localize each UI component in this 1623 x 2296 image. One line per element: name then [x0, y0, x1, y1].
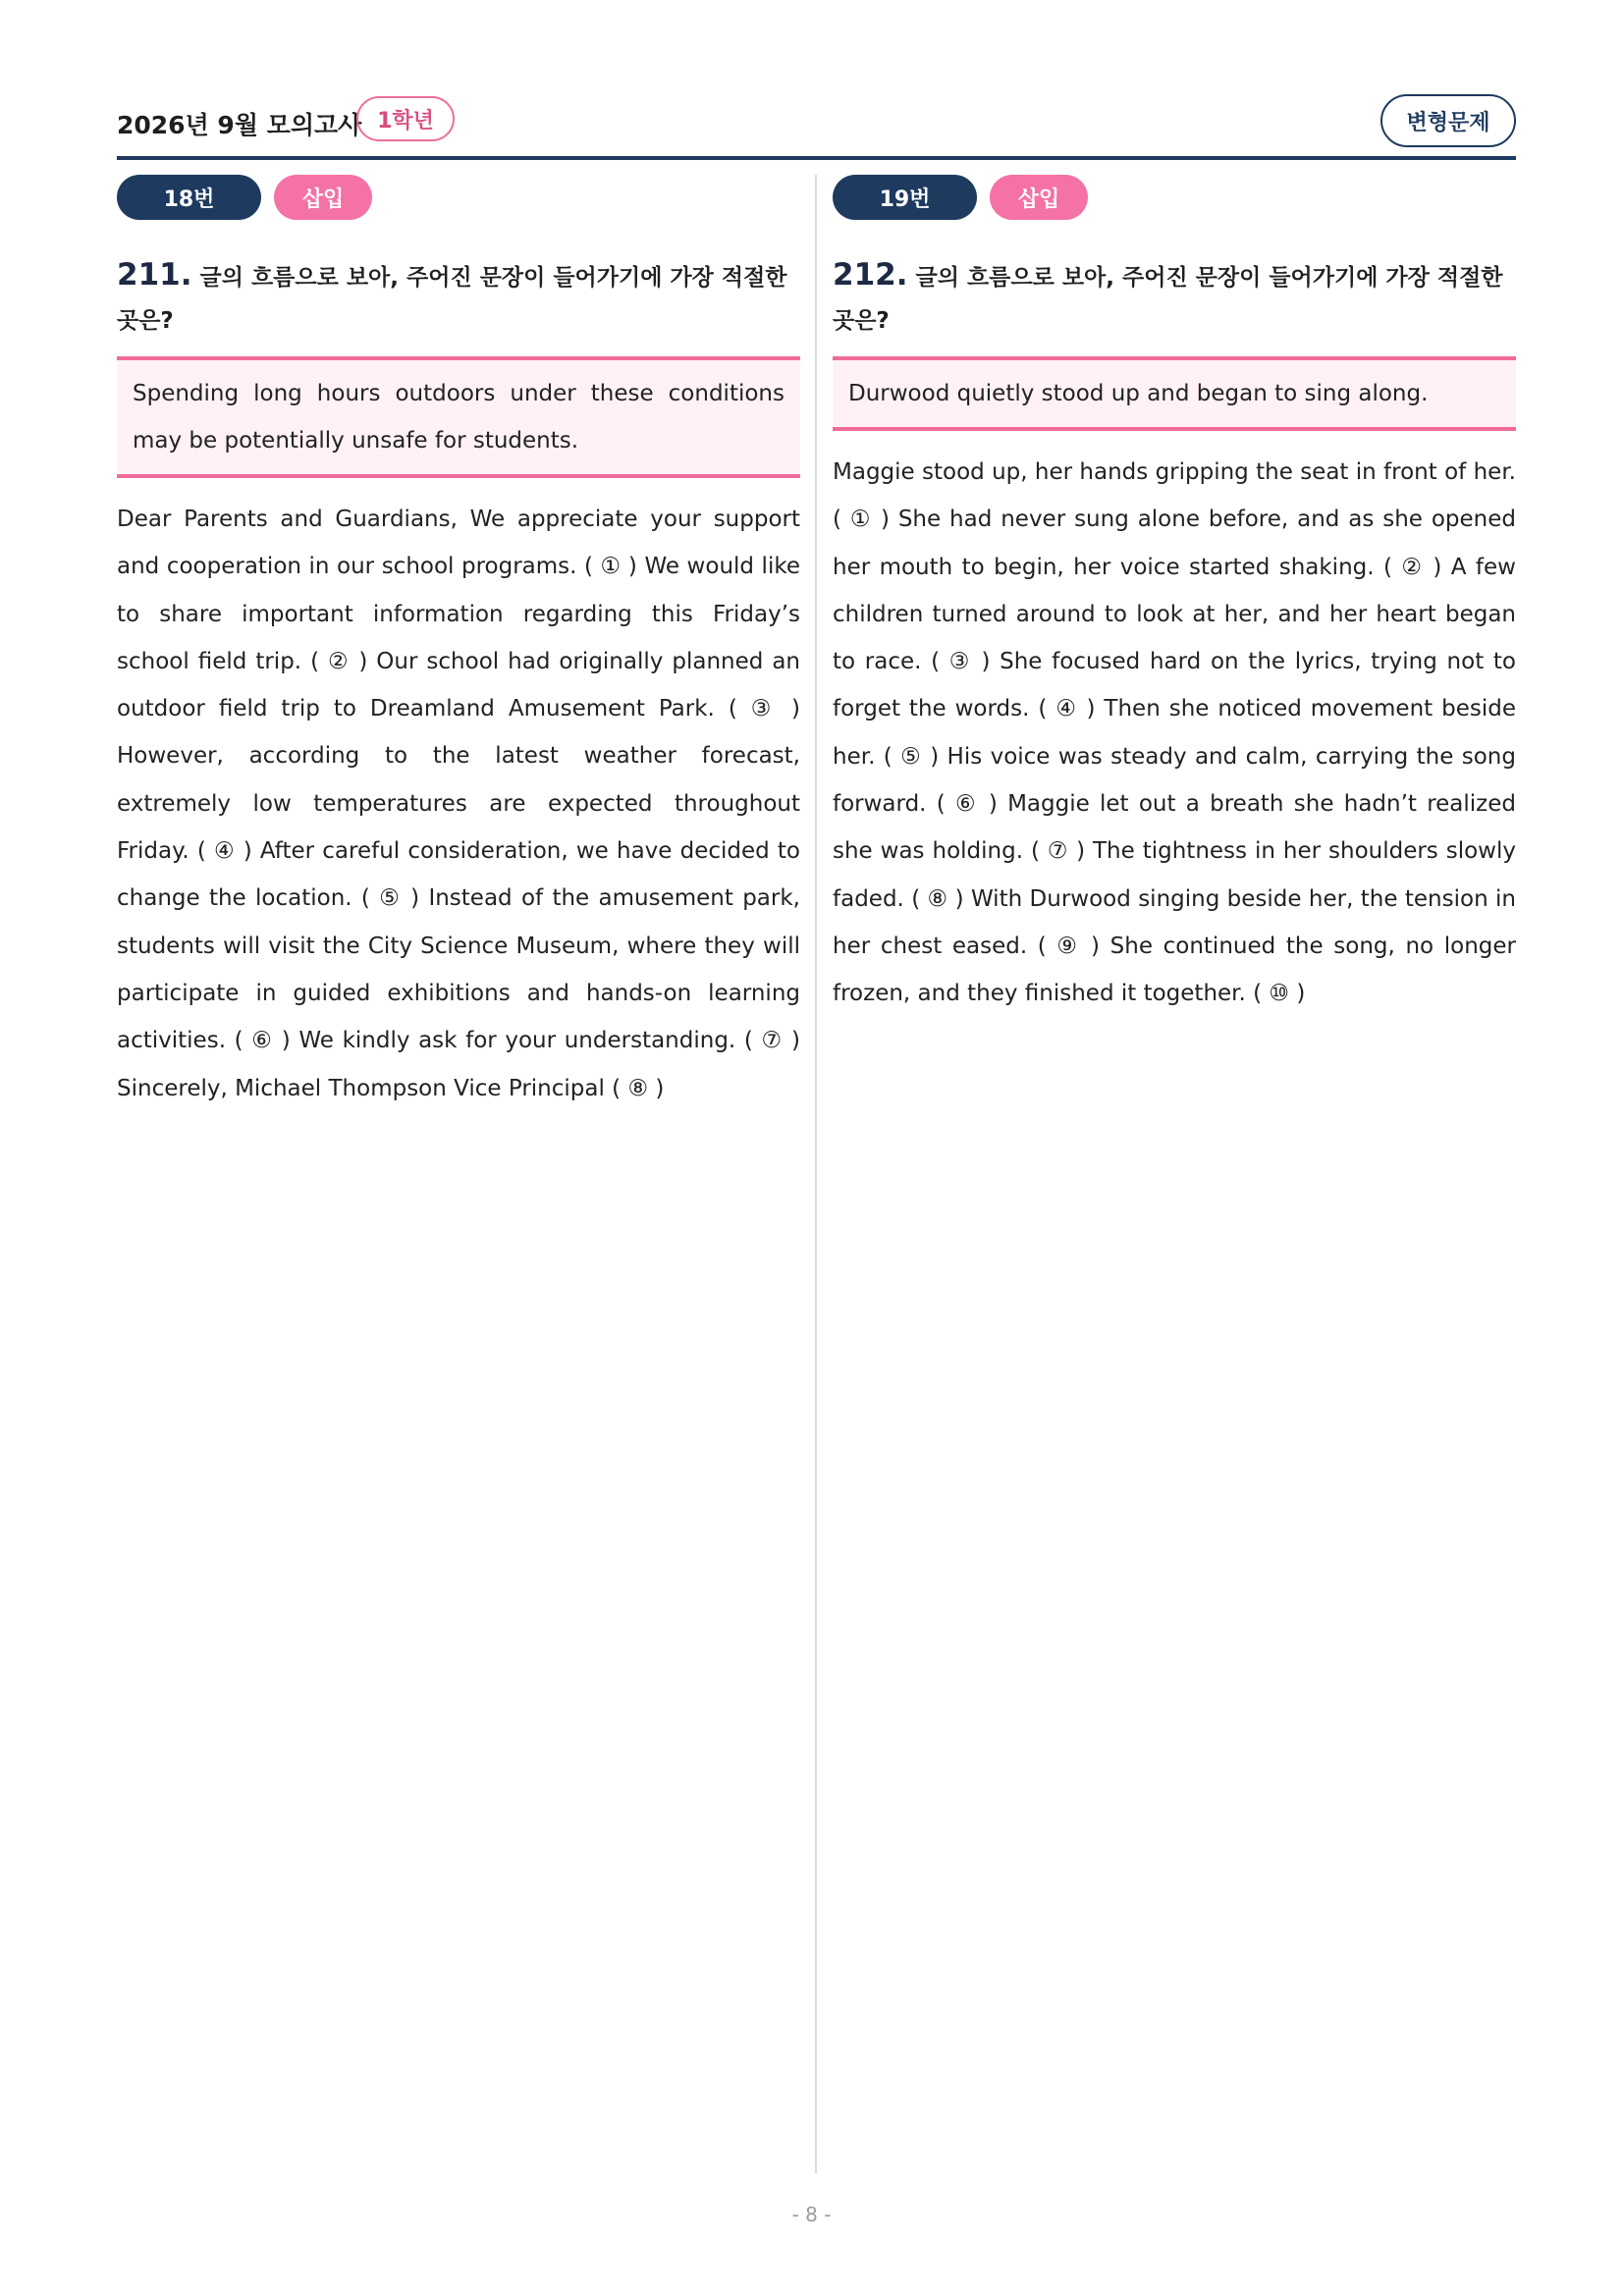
question-prompt — [117, 253, 800, 343]
question-212-column — [833, 175, 1516, 1018]
question-tags — [117, 175, 800, 222]
page-header — [117, 94, 1516, 153]
question-number: 212. — [833, 257, 908, 293]
passage-text: Maggie stood up, her hands gripping the seat in front of her. ( ① ) She had never sung alone before, and as she opened her mouth to begin, her voice started shaking. ( ② ) A few children turned around to look at her, and her heart began to race. ( ③ ) She focused hard on the lyrics, trying not to forget the words. ( ④ ) Then she noticed movement beside her. ( ⑤ ) His voice was steady and calm, carrying the song forward. ( ⑥ ) Maggie let out a breath she hadn’t realized she was holding. ( ⑦ ) The tightness in her shoulders slowly faded. ( ⑧ ) With Durwood singing beside her, the tension in her chest eased. ( ⑨ ) She continued the song, no longer frozen, and they finished it together. ( ⑩ ) — [833, 459, 1516, 1007]
question-number-tag: 19번 — [833, 175, 977, 220]
column-divider — [815, 175, 817, 2173]
given-sentence: Durwood quietly stood up and began to sing along. — [848, 381, 1429, 406]
passage-text: Dear Parents and Guardians, We appreciate your support and cooperation in our school programs. ( ① ) We would like to share important information regarding this Friday’s school field trip. ( ② ) Our school had originally planned an outdoor field trip to Dreamland Amusement Park. ( ③ ) However, according to the latest weather forecast, extremely low temperatures are expected throughout Friday. ( ④ ) After careful consideration, we have decided to change the location. ( ⑤ ) Instead of the amusement park, students will visit the City Science Museum, where they will participate in guided exhibitions and hands-on learning activities. ( ⑥ ) We kindly ask for your understanding. ( ⑦ ) Sincerely, Michael Thompson Vice Principal ( ⑧ ) — [117, 507, 800, 1101]
question-number-tag: 18번 — [117, 175, 261, 220]
question-text: 글의 흐름으로 보아, 주어진 문장이 들어가기에 가장 적절한 곳은? — [833, 265, 1503, 334]
question-211-column — [117, 175, 800, 1112]
question-text: 글의 흐름으로 보아, 주어진 문장이 들어가기에 가장 적절한 곳은? — [117, 265, 787, 334]
given-sentence-box — [117, 356, 800, 478]
question-tags — [833, 175, 1516, 222]
question-prompt — [833, 253, 1516, 343]
header-rule — [117, 156, 1516, 160]
question-type-tag: 삽입 — [274, 175, 372, 220]
given-sentence: Spending long hours outdoors under these conditions may be potentially unsafe for students. — [133, 381, 784, 454]
page-number: - 8 - — [791, 2203, 832, 2226]
question-number: 211. — [117, 257, 192, 293]
grade-badge: 1학년 — [356, 96, 455, 141]
exam-title: 2026년 9월 모의고사 — [117, 111, 362, 139]
given-sentence-box — [833, 356, 1516, 431]
variant-badge: 변형문제 — [1380, 94, 1516, 147]
question-type-tag: 삽입 — [990, 175, 1088, 220]
